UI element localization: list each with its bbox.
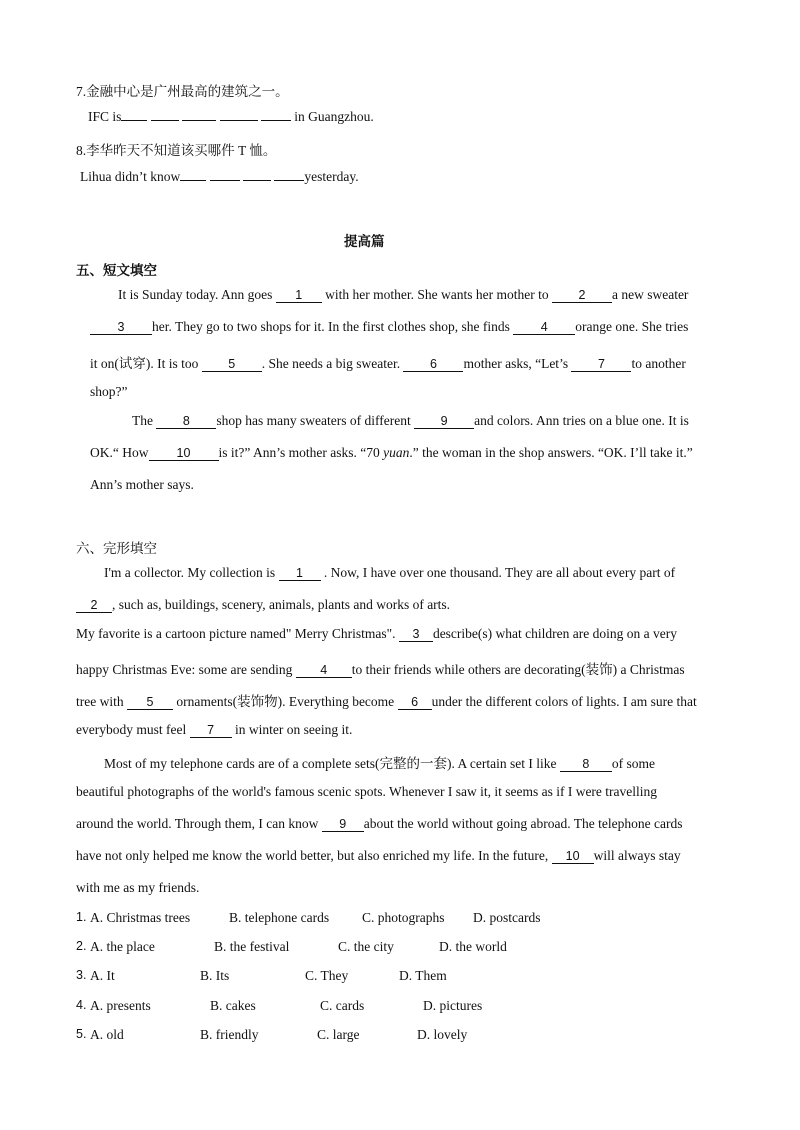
q7-en-end: in Guangzhou. <box>294 109 374 124</box>
part6-line-6 <box>76 722 352 738</box>
p6-blank-4[interactable]: 4 <box>296 664 352 678</box>
part6-line-8: beautiful photographs of the world's famous scenic spots. Whenever I saw it, it seems as if I were travelling <box>76 784 658 799</box>
option-b[interactable]: B. Its <box>200 968 230 983</box>
p5-blank-1[interactable]: 1 <box>276 289 322 303</box>
q8-blank-3[interactable] <box>243 180 271 181</box>
q8-blank-2[interactable] <box>210 180 240 181</box>
text: of some <box>611 756 655 771</box>
q7-english <box>88 109 374 125</box>
p6-blank-2[interactable]: 2 <box>76 599 112 613</box>
option-b[interactable]: B. friendly <box>200 1027 259 1042</box>
text: , such as, buildings, scenery, animals, plants and works of arts. <box>112 597 451 612</box>
part5-heading: 五、短文填空 <box>76 263 157 278</box>
text: everybody must feel <box>76 722 187 737</box>
option-b[interactable]: B. cakes <box>210 998 256 1013</box>
text: to their friends while others are decorating(装饰) a Christmas <box>351 662 685 677</box>
q8-chinese: 8.李华昨天不知道该买哪件 T 恤。 <box>76 143 277 158</box>
part6-line-4 <box>76 658 685 678</box>
option-a[interactable]: A. It <box>90 968 115 983</box>
q7-blank-2[interactable] <box>151 120 179 121</box>
p6-blank-7[interactable]: 7 <box>190 724 232 738</box>
p5-blank-6[interactable]: 6 <box>403 358 463 372</box>
option-c[interactable]: C. large <box>317 1027 360 1042</box>
text: about the world without going abroad. The telephone cards <box>363 816 683 831</box>
option-c[interactable]: C. cards <box>320 998 365 1013</box>
q7-en-start: IFC is <box>88 109 122 124</box>
text: will always stay <box>593 848 681 863</box>
text: around the world. Through them, I can know <box>76 816 319 831</box>
q8-blank-1[interactable] <box>180 180 206 181</box>
text: The <box>132 413 153 428</box>
text: .” the woman in the shop answers. “OK. I’ll take it.” <box>409 445 693 460</box>
option-d[interactable]: D. postcards <box>473 910 541 925</box>
text: with her mother. She wants her mother to <box>325 287 549 302</box>
text: . Now, I have over one thousand. They are all about every part of <box>323 565 676 580</box>
option-d[interactable]: D. Them <box>399 968 447 983</box>
text: to another <box>631 356 686 371</box>
part6-line-5 <box>76 690 697 710</box>
option-c[interactable]: C. photographs <box>362 910 445 925</box>
text: My favorite is a cartoon picture named" Merry Christmas". <box>76 626 396 641</box>
text: under the different colors of lights. I am sure that <box>431 694 697 709</box>
q7-blank-5[interactable] <box>261 120 291 121</box>
section-title: 提高篇 <box>344 234 385 249</box>
p6-blank-1[interactable]: 1 <box>279 567 321 581</box>
option-b[interactable]: B. the festival <box>214 939 290 954</box>
option-b[interactable]: B. telephone cards <box>229 910 330 925</box>
text: ornaments(装饰物). Everything become <box>176 694 395 709</box>
p6-blank-5[interactable]: 5 <box>127 696 173 710</box>
p5-blank-10[interactable]: 10 <box>149 447 219 461</box>
text: mother asks, “Let’s <box>463 356 569 371</box>
option-number: 3. <box>76 968 87 982</box>
text: happy Christmas Eve: some are sending <box>76 662 293 677</box>
q7-blank-1[interactable] <box>121 120 147 121</box>
option-number: 5. <box>76 1027 87 1041</box>
option-number: 1. <box>76 910 87 924</box>
p5-blank-2[interactable]: 2 <box>552 289 612 303</box>
text: yuan <box>383 445 410 460</box>
q8-en-start: Lihua didn’t know <box>80 169 181 184</box>
q7-blank-4[interactable] <box>220 120 258 121</box>
part6-line-10 <box>76 848 681 864</box>
text: orange one. She tries <box>575 319 689 334</box>
text: have not only helped me know the world better, but also enriched my life. In the future, <box>76 848 549 863</box>
text: in winter on seeing it. <box>234 722 353 737</box>
text: her. They go to two shops for it. In the first clothes shop, she finds <box>152 319 510 334</box>
part5-line-6 <box>90 445 693 461</box>
option-d[interactable]: D. lovely <box>417 1027 468 1042</box>
text: It is Sunday today. Ann goes <box>118 287 273 302</box>
text: Most of my telephone cards are of a complete sets(完整的一套). A certain set I like <box>104 756 557 771</box>
q7-blank-3[interactable] <box>182 120 216 121</box>
p5-blank-5[interactable]: 5 <box>202 358 262 372</box>
text: describe(s) what children are doing on a very <box>432 626 677 641</box>
option-a[interactable]: A. old <box>90 1027 124 1042</box>
option-a[interactable]: A. the place <box>90 939 155 954</box>
option-c[interactable]: C. They <box>305 968 349 983</box>
q8-en-end: yesterday. <box>304 169 359 184</box>
part5-line-4: shop?” <box>90 384 128 399</box>
option-d[interactable]: D. the world <box>439 939 507 954</box>
q7-chinese: 7.金融中心是广州最高的建筑之一。 <box>76 84 289 99</box>
part6-line-9 <box>76 816 683 832</box>
q8-blank-4[interactable] <box>274 180 304 181</box>
text: OK.“ How <box>90 445 149 460</box>
part6-line-11: with me as my friends. <box>76 880 200 895</box>
p5-blank-4[interactable]: 4 <box>513 321 575 335</box>
text: . She needs a big sweater. <box>261 356 401 371</box>
text: tree with <box>76 694 124 709</box>
p6-blank-8[interactable]: 8 <box>560 758 612 772</box>
p5-blank-7[interactable]: 7 <box>571 358 631 372</box>
part5-line-2 <box>90 319 688 335</box>
option-number: 2. <box>76 939 87 953</box>
option-c[interactable]: C. the city <box>338 939 394 954</box>
text: I'm a collector. My collection is <box>104 565 276 580</box>
part5-line-3 <box>90 352 686 372</box>
p6-blank-3[interactable]: 3 <box>399 628 433 642</box>
p6-blank-9[interactable]: 9 <box>322 818 364 832</box>
option-number: 4. <box>76 998 87 1012</box>
option-d[interactable]: D. pictures <box>423 998 483 1013</box>
p5-blank-3[interactable]: 3 <box>90 321 152 335</box>
part5-line-7: Ann’s mother says. <box>90 477 194 492</box>
text: a new sweater <box>611 287 689 302</box>
part5-line-1 <box>118 287 688 303</box>
part6-line-1 <box>104 565 675 581</box>
p5-blank-9[interactable]: 9 <box>414 415 474 429</box>
text: is it?” Ann’s mother asks. “70 <box>218 445 380 460</box>
part6-line-3 <box>76 626 677 642</box>
p6-blank-10[interactable]: 10 <box>552 850 594 864</box>
p5-blank-8[interactable]: 8 <box>156 415 216 429</box>
p6-blank-6[interactable]: 6 <box>398 696 432 710</box>
q8-english <box>80 169 359 185</box>
part6-line-2 <box>76 597 450 613</box>
text: shop has many sweaters of different <box>216 413 411 428</box>
part5-line-5 <box>132 413 689 429</box>
option-a[interactable]: A. Christmas trees <box>90 910 191 925</box>
text: it on(试穿). It is too <box>90 356 199 371</box>
part6-heading: 六、完形填空 <box>76 541 157 556</box>
part6-line-7 <box>104 752 655 772</box>
text: and colors. Ann tries on a blue one. It is <box>474 413 689 428</box>
option-a[interactable]: A. presents <box>90 998 151 1013</box>
